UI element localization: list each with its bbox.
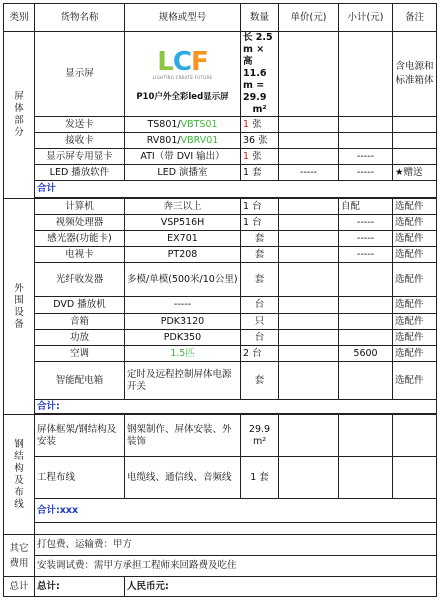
table-row: 工程布线 电缆线、通信线、音频线 1 套 [4, 457, 437, 499]
lcf-logo: LCF LIGHTING CREATE FUTURE [152, 47, 213, 80]
table-row: 外 围 设 备 计算机 奔三以上 1 台 自配 选配件 [4, 199, 437, 215]
header-unit-price: 单价(元) [279, 4, 339, 32]
quotation-table [3, 3, 437, 597]
table-row: 功放 PDK350 台 选配件 [4, 330, 437, 346]
other-line-1: 打包费、运输费：甲方 [35, 535, 437, 556]
table-row: 钢 结 构 及 布 线 屏体框架/钢结构及安装 钢架制作、屏体安装、外装饰 29.9 m² [4, 415, 437, 457]
header-subtotal: 小计(元) [339, 4, 393, 32]
table-row [4, 32, 437, 117]
table-row [4, 556, 437, 577]
table-row: 音箱 PDK3120 只 选配件 [4, 314, 437, 330]
category-screen: 屏 体 部 分 [4, 32, 35, 199]
table-row: 光纤收发器 多模/单模(500米/10公里) 套 选配件 [4, 263, 437, 297]
header-name: 货物名称 [35, 4, 125, 32]
header-row [4, 4, 437, 32]
total-row [4, 181, 437, 198]
table-row: 电视卡 PT208 套 ----- 选配件 [4, 247, 437, 263]
gift-remark: ★赠送 [393, 165, 437, 181]
product-image-cell [125, 32, 241, 117]
table-row: 显示屏专用显卡 ATI（带 DVI 输出） 1 张 ----- [4, 149, 437, 165]
rmb-label: 人民币元: [125, 577, 437, 597]
table-row: LED 播放软件 LED 演播室 1 套 ----- ----- ★赠送 [4, 165, 437, 181]
category-peripheral: 外 围 设 备 [4, 199, 35, 415]
total-row [4, 499, 437, 523]
total-row [4, 400, 437, 414]
steel-total-label: 合计:xxx [35, 499, 437, 523]
header-qty: 数量 [241, 4, 279, 32]
category-steel: 钢 结 构 及 布 线 [4, 415, 35, 535]
table-row: 视频处理器 VSP516H 1 台 ----- 选配件 [4, 215, 437, 231]
display-qty: 长 2.5 m × 高 11.6 m = 29.9 m² [241, 32, 279, 117]
footer-category: 总计 [4, 577, 35, 597]
table-row: 空调 1.5匹 2 台 5600 选配件 [4, 346, 437, 362]
grand-total-row [4, 577, 437, 597]
table-row [4, 535, 437, 556]
header-remark: 备注 [393, 4, 437, 32]
table-row: 接收卡 RV801/VBRV01 36 张 [4, 133, 437, 149]
table-row: 智能配电箱 定时及远程控制屏体电源开关 套 选配件 [4, 362, 437, 400]
grand-total-label: 总计: [35, 577, 125, 597]
screen-total-label: 合计 [35, 181, 437, 198]
display-model: P10户外全彩led显示屏 [136, 92, 229, 102]
table-row: 感光器(功能卡) EX701 套 ----- 选配件 [4, 231, 437, 247]
other-line-2: 安装调试费：需甲方承担工程师来回路费及吃住 [35, 556, 437, 577]
header-category: 类别 [4, 4, 35, 32]
table-row: 发送卡 TS801/VBTS01 1 张 [4, 117, 437, 133]
table-row: DVD 播放机 ----- 台 选配件 [4, 297, 437, 314]
header-spec: 规格或型号 [125, 4, 241, 32]
peripheral-total-label: 合计: [35, 400, 437, 414]
category-other: 其它 费用 [4, 535, 35, 577]
item-name: 显示屏 [35, 32, 125, 117]
display-remark: 含电源和标准箱体 [393, 32, 437, 117]
